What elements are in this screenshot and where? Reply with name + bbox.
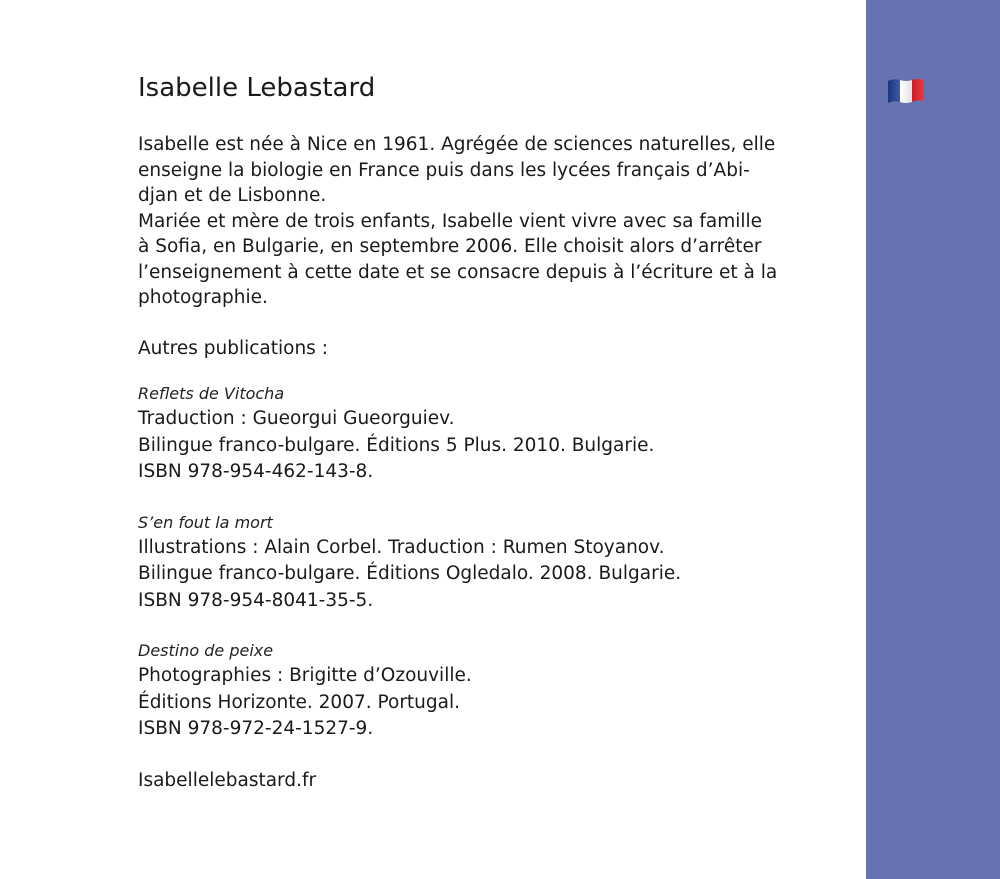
publication-item — [138, 639, 850, 743]
france-flag-icon — [887, 78, 925, 104]
author-page-content — [138, 70, 850, 794]
sidebar-band — [866, 0, 1000, 879]
bio-line: à Sofia, en Bulgarie, en septembre 2006. Elle choisit alors d’arrêter — [138, 236, 762, 257]
bio-line: djan et de Lisbonne. — [138, 185, 327, 206]
publication-detail: Photographies : Brigitte d’Ozouville. — [138, 665, 472, 686]
bio-line: Mariée et mère de trois enfants, Isabelle vient vivre avec sa famille — [138, 210, 763, 232]
bio-line: enseigne la biologie en France puis dans les lycées français d’Abi- — [138, 159, 750, 181]
publication-title: S’en fout la mort — [138, 512, 273, 532]
bio-line: l’enseignement à cette date et se consacre depuis à l’écriture et à la — [138, 261, 778, 283]
publication-detail: Bilingue franco-bulgare. Éditions Ogledalo. 2008. Bulgarie. — [138, 563, 682, 584]
website-link[interactable]: Isabellelebastard.fr — [138, 769, 317, 791]
biography — [138, 132, 850, 311]
publication-detail: Illustrations : Alain Corbel. Traduction : Rumen Stoyanov. — [138, 536, 665, 558]
bio-line: Isabelle est née à Nice en 1961. Agrégée de sciences naturelles, elle — [138, 134, 776, 155]
author-name: Isabelle Lebastard — [138, 73, 376, 103]
publication-detail: Bilingue franco-bulgare. Éditions 5 Plus. 2010. Bulgarie. — [138, 434, 655, 456]
bio-line: photographie. — [138, 287, 268, 308]
publication-item — [138, 511, 850, 615]
publications-heading: Autres publications : — [138, 337, 328, 359]
publication-detail: Éditions Horizonte. 2007. Portugal. — [138, 691, 460, 713]
publication-isbn: ISBN 978-972-24-1527-9. — [138, 718, 374, 739]
publication-detail: Traduction : Gueorgui Gueorguiev. — [138, 408, 455, 429]
publication-isbn: ISBN 978-954-8041-35-5. — [138, 589, 374, 611]
publication-isbn: ISBN 978-954-462-143-8. — [138, 461, 374, 482]
publication-title: Destino de peixe — [138, 641, 274, 660]
publication-title: Reflets de Vitocha — [138, 384, 285, 403]
publication-item — [138, 382, 850, 486]
